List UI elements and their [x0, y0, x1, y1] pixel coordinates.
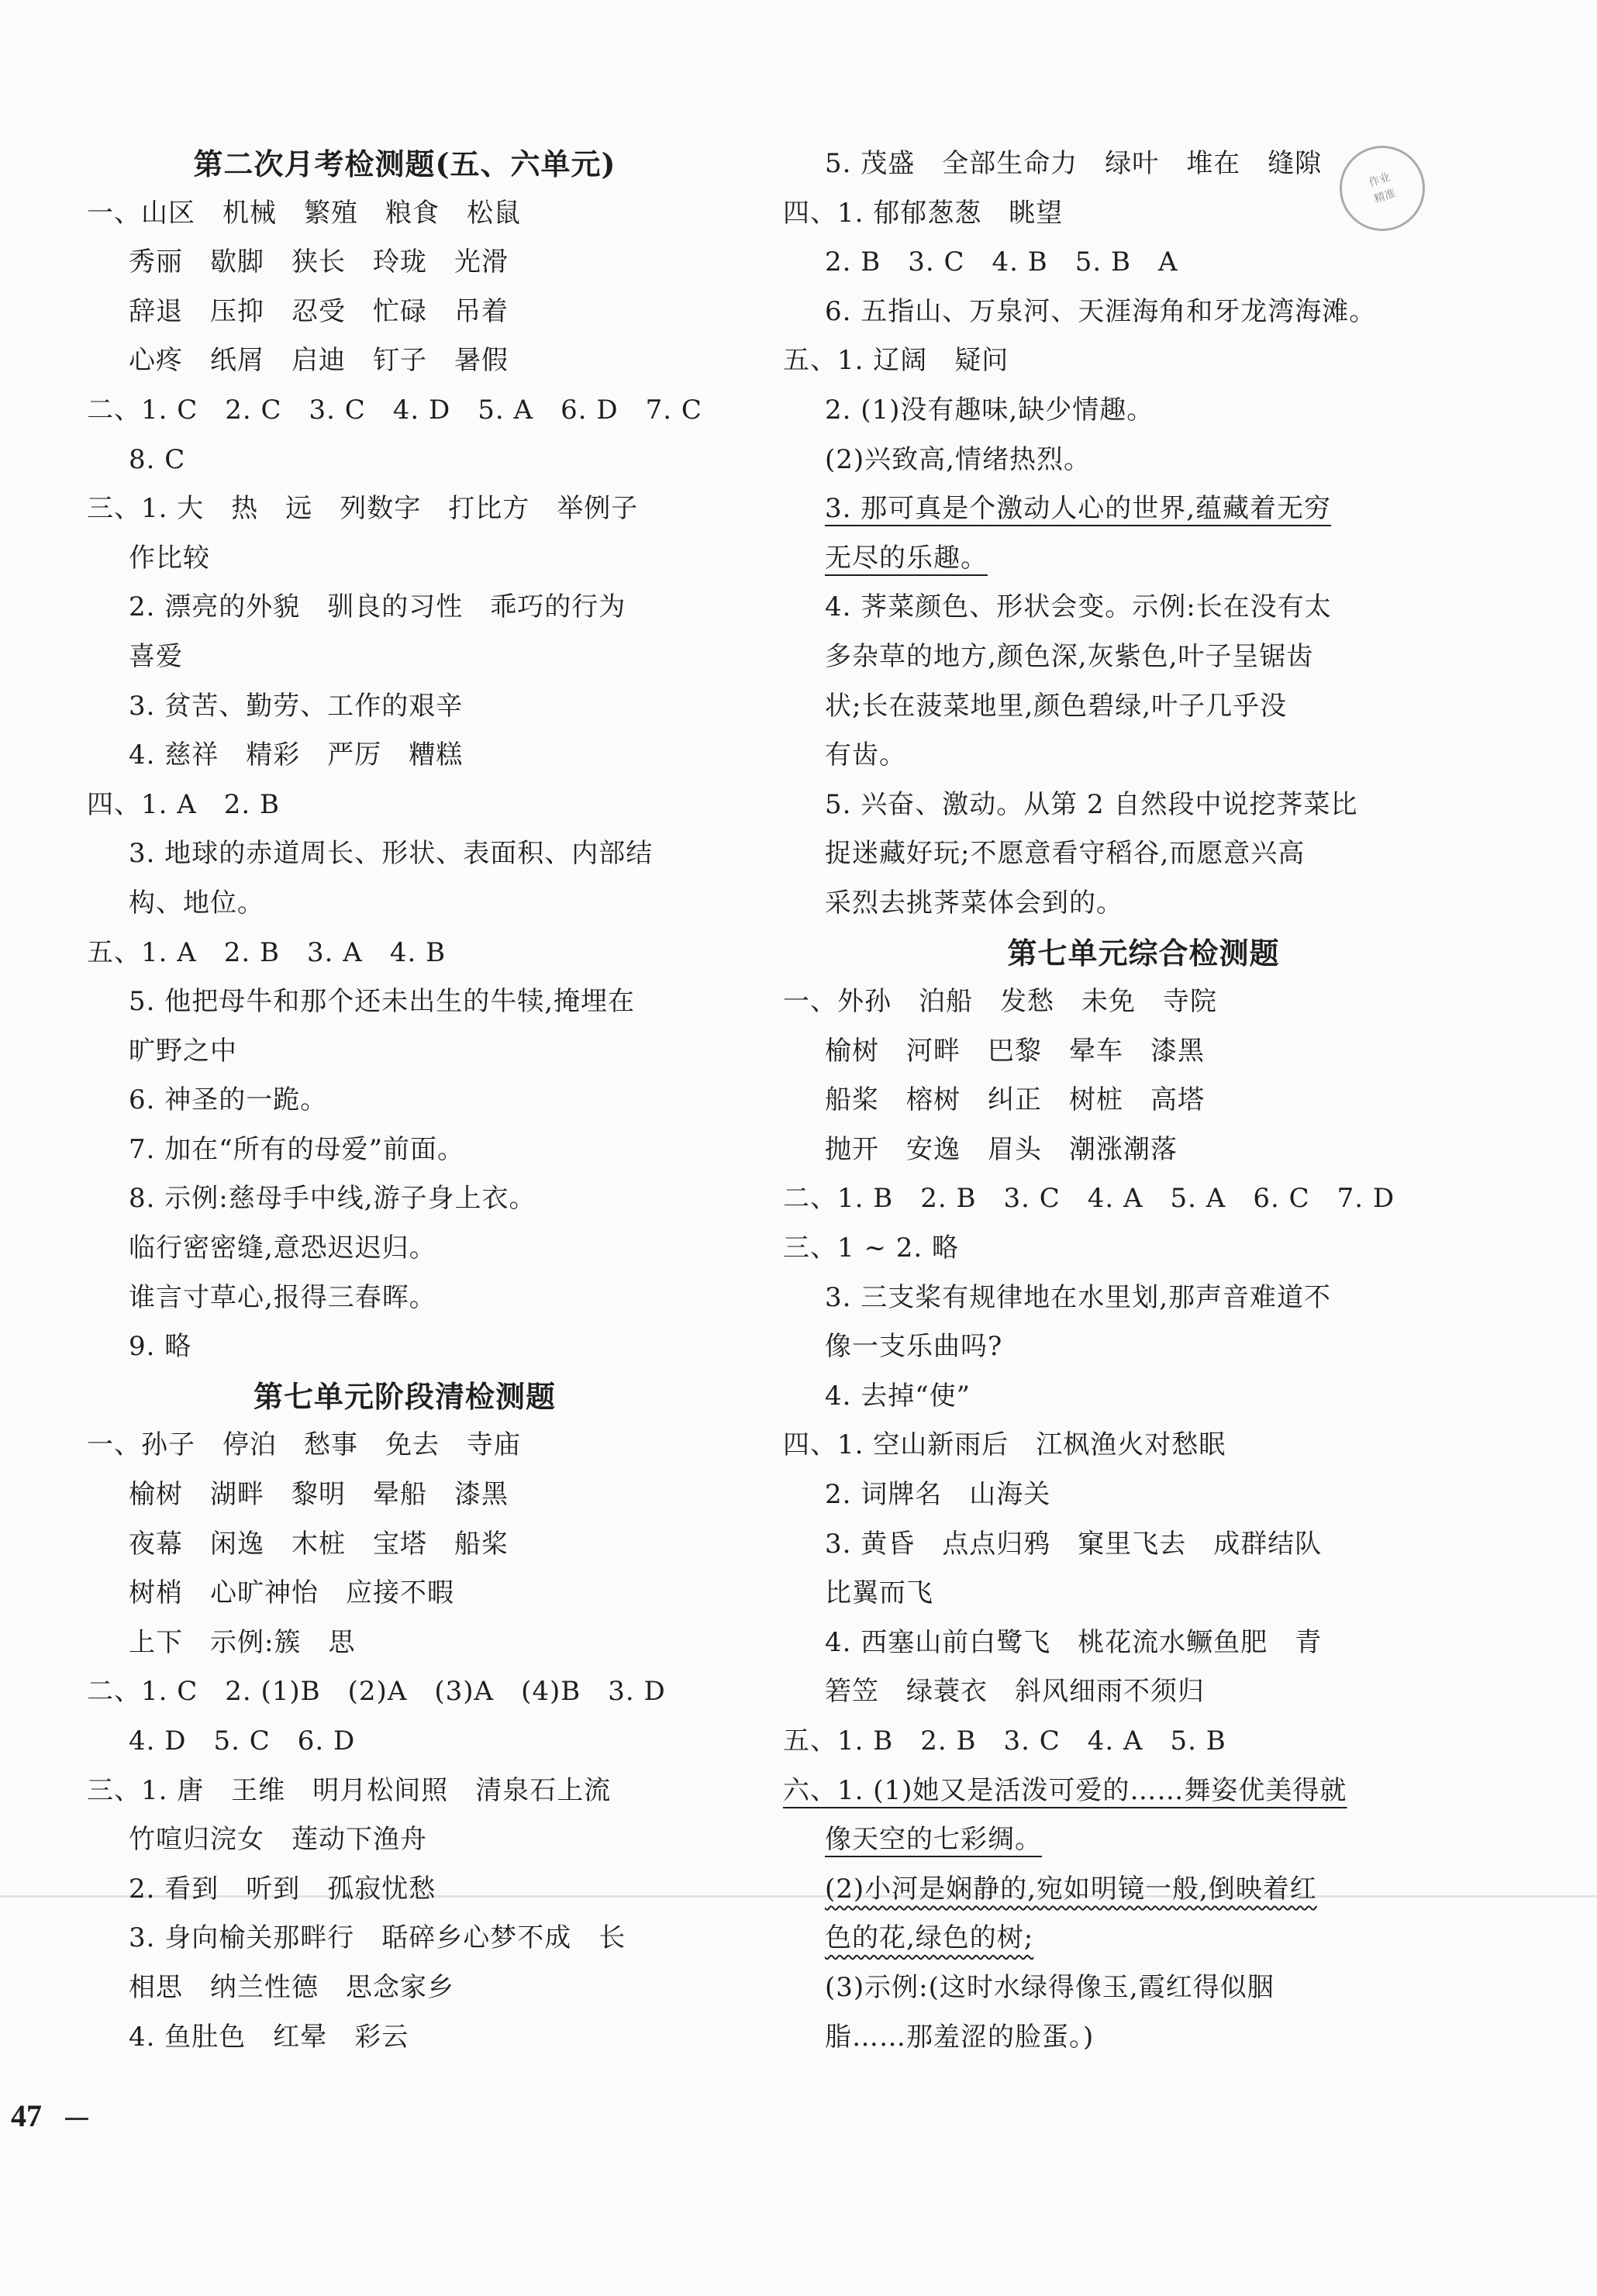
answer-line: 旷野之中	[129, 1035, 237, 1067]
answer-line: 8. 示例:慈母手中线,游子身上衣。	[129, 1183, 536, 1215]
answer-line: 3. 三支桨有规律地在水里划,那声音难道不	[825, 1281, 1332, 1313]
answer-line: 榆树 河畔 巴黎 晕车 漆黑	[825, 1035, 1205, 1067]
answer-line: 榆树 湖畔 黎明 晕船 漆黑	[129, 1479, 509, 1511]
answer-line	[783, 1767, 1504, 1816]
answer-line: 6. 神圣的一跪。	[129, 1084, 328, 1116]
answer-line: 2. 漂亮的外貌 驯良的习性 乖巧的行为	[129, 591, 626, 623]
answer-line: 四、1. 空山新雨后 江枫渔火对愁眠	[783, 1429, 1226, 1461]
answer-line	[783, 534, 1504, 584]
answer-line: 作比较	[129, 542, 210, 574]
wavy-underlined-answer: 色的花,绿色的树;	[825, 1922, 1034, 1954]
answer-line: 一、外孙 泊船 发愁 未免 寺院	[783, 986, 1217, 1018]
answer-line: 五、1. A 2. B 3. A 4. B	[87, 936, 447, 968]
answer-line	[783, 1815, 1504, 1865]
answer-line: 临行密密缝,意恐迟迟归。	[129, 1232, 436, 1264]
answer-line: (3)示例:(这时水绿得像玉,霞红得似胭	[825, 1971, 1274, 2003]
answer-line: 构、地位。	[129, 887, 264, 919]
answer-line: 有齿。	[825, 739, 906, 771]
page-number-dash	[65, 2118, 88, 2120]
section-title: 第七单元综合检测题	[1007, 935, 1280, 970]
answer-line: 捉迷藏好玩;不愿意看守稻谷,而愿意兴高	[825, 838, 1306, 870]
answer-line: 秀丽 歇脚 狭长 玲珑 光滑	[129, 246, 509, 278]
answer-line: 箬笠 绿蓑衣 斜风细雨不须归	[825, 1676, 1205, 1708]
answer-line: 四、1. 郁郁葱葱 眺望	[783, 197, 1064, 229]
answer-line: 二、1. B 2. B 3. C 4. A 5. A 6. C 7. D	[783, 1183, 1395, 1215]
answer-line: 夜幕 闲逸 木桩 宝塔 船桨	[129, 1528, 509, 1560]
answer-line: 二、1. C 2. C 3. C 4. D 5. A 6. D 7. C	[87, 394, 702, 426]
answer-line: 谁言寸草心,报得三春晖。	[129, 1281, 436, 1313]
answer-line: 3. 贫苦、勤劳、工作的艰辛	[129, 690, 464, 722]
answer-line: 5. 茂盛 全部生命力 绿叶 堆在 缝隙	[825, 148, 1323, 179]
answer-line: 7. 加在“所有的母爱”前面。	[129, 1133, 465, 1165]
answer-line: 5. 兴奋、激动。从第 2 自然段中说挖荠菜比	[825, 788, 1358, 820]
answer-line: 五、1. B 2. B 3. C 4. A 5. B	[783, 1725, 1226, 1756]
answer-line: 多杂草的地方,颜色深,灰紫色,叶子呈锯齿	[825, 640, 1314, 672]
answer-line: 脂……那羞涩的脸蛋。)	[825, 2021, 1095, 2053]
answer-line: 2. 词牌名 山海关	[825, 1479, 1051, 1511]
answer-line: 8. C	[129, 443, 186, 475]
page-number: 47	[11, 2098, 42, 2133]
answer-line: 喜爱	[129, 640, 183, 672]
answer-line: 船桨 榕树 纠正 树桩 高塔	[825, 1084, 1205, 1116]
right-column	[783, 140, 1504, 2062]
answer-line: 三、1 ~ 2. 略	[783, 1232, 959, 1264]
answer-line: 二、1. C 2. (1)B (2)A (3)A (4)B 3. D	[87, 1676, 666, 1708]
answer-line: 上下 示例:簇 思	[129, 1626, 356, 1658]
answer-line: 一、山区 机械 繁殖 粮食 松鼠	[87, 197, 521, 229]
left-column	[87, 140, 723, 2062]
answer-line: 4. 荠菜颜色、形状会变。示例:长在没有太	[825, 591, 1332, 623]
answer-line: 状;长在菠菜地里,颜色碧绿,叶子几乎没	[825, 690, 1288, 722]
answer-line: 心疼 纸屑 启迪 钉子 暑假	[129, 345, 509, 377]
answer-line: 2. 看到 听到 孤寂忧愁	[129, 1873, 436, 1905]
answer-line: 辞退 压抑 忍受 忙碌 吊着	[129, 295, 509, 327]
underlined-answer: 六、1. (1)她又是活泼可爱的……舞姿优美得就	[783, 1774, 1347, 1806]
answer-line: 3. 黄昏 点点归鸦 窠里飞去 成群结队	[825, 1528, 1323, 1560]
answer-line: 五、1. 辽阔 疑问	[783, 345, 1009, 377]
answer-line: 四、1. A 2. B	[87, 788, 281, 820]
answer-line: 比翼而飞	[825, 1577, 933, 1609]
answer-line: 竹喧归浣女 莲动下渔舟	[129, 1824, 427, 1856]
wavy-underlined-answer: (2)小河是娴静的,宛如明镜一般,倒映着红	[825, 1873, 1317, 1905]
answer-line	[783, 1914, 1504, 1963]
answer-line: (2)兴致高,情绪热烈。	[825, 443, 1091, 475]
answer-line: 抛开 安逸 眉头 潮涨潮落	[825, 1133, 1178, 1165]
answer-line	[783, 484, 1504, 534]
answer-line: 树梢 心旷神怡 应接不暇	[129, 1577, 454, 1609]
answer-line: 5. 他把母牛和那个还未出生的牛犊,掩埋在	[129, 986, 636, 1018]
answer-line: 3. 地球的赤道周长、形状、表面积、内部结	[129, 838, 654, 870]
underlined-answer: 无尽的乐趣。	[825, 542, 988, 574]
answer-line: 4. D 5. C 6. D	[129, 1725, 356, 1756]
answer-line: 4. 慈祥 精彩 严厉 糟糕	[129, 739, 464, 771]
stamp-line-1: 作业	[1367, 171, 1392, 190]
answer-line: 采烈去挑荠菜体会到的。	[825, 887, 1123, 919]
answer-line: 3. 身向榆关那畔行 聒碎乡心梦不成 长	[129, 1922, 626, 1954]
answer-line: 9. 略	[129, 1331, 192, 1363]
answer-line: 三、1. 大 热 远 列数字 打比方 举例子	[87, 493, 639, 525]
section-title: 第二次月考检测题(五、六单元)	[193, 147, 616, 181]
underlined-answer: 3. 那可真是个激动人心的世界,蕴藏着无穷	[825, 493, 1332, 525]
answer-line: 4. 鱼肚色 红晕 彩云	[129, 2021, 409, 2053]
answer-line: 相思 纳兰性德 思念家乡	[129, 1971, 454, 2003]
answer-line: 2. B 3. C 4. B 5. B A	[825, 246, 1178, 278]
stamp-line-2: 精准	[1372, 187, 1398, 206]
answer-line	[783, 1865, 1504, 1915]
answer-line: 6. 五指山、万泉河、天涯海角和牙龙湾海滩。	[825, 295, 1377, 327]
answer-line: 2. (1)没有趣味,缺少情趣。	[825, 394, 1154, 426]
answer-line: 4. 去掉“使”	[825, 1380, 971, 1412]
answer-line: 4. 西塞山前白鹭飞 桃花流水鳜鱼肥 青	[825, 1626, 1323, 1658]
answer-line: 一、孙子 停泊 愁事 免去 寺庙	[87, 1429, 521, 1461]
section-title: 第七单元阶段清检测题	[253, 1378, 556, 1414]
underlined-answer: 像天空的七彩绸。	[825, 1824, 1042, 1856]
answer-line: 三、1. 唐 王维 明月松间照 清泉石上流	[87, 1774, 612, 1806]
answer-line: 像一支乐曲吗?	[825, 1331, 1003, 1363]
